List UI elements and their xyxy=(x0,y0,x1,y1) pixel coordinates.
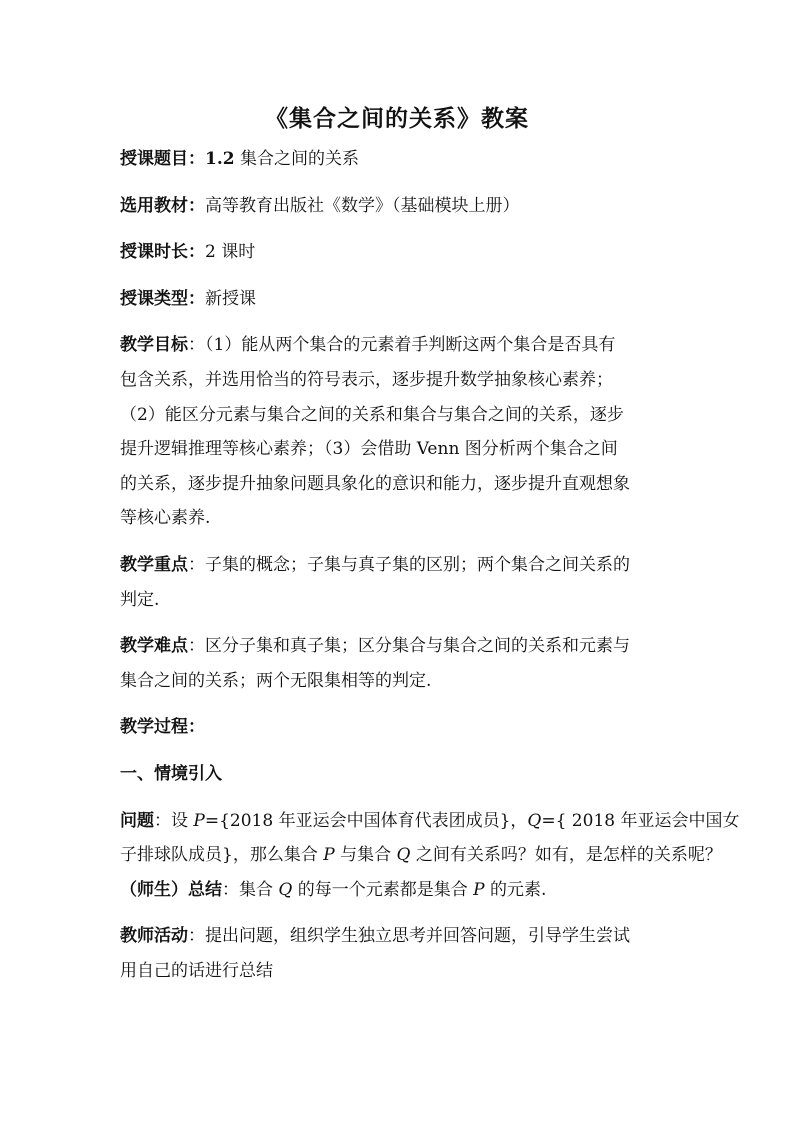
teacher-line: 用自己的话进行总结 xyxy=(120,960,273,981)
keypoints-text: ：子集的概念；子集与真子集的区别；两个集合之间关系的 xyxy=(188,554,630,575)
question-paragraph xyxy=(120,804,740,873)
document-body xyxy=(120,142,740,988)
difficulties-label: 教学难点 xyxy=(120,636,188,657)
subject-label: 授课题目： xyxy=(120,149,205,169)
document-title: 《集合之间的关系》教案 xyxy=(265,105,529,132)
difficulties-line: 集合之间的关系；两个无限集相等的判定. xyxy=(120,670,432,691)
summary-line xyxy=(120,873,680,908)
goals-label: 教学目标 xyxy=(120,335,188,356)
subject-row xyxy=(120,142,680,177)
teacher-paragraph xyxy=(120,919,680,988)
process-label: 教学过程： xyxy=(120,717,205,738)
set-q-symbol: Q xyxy=(396,845,411,866)
goals-line: 提升逻辑推理等核心素养；（3）会借助 Venn 图分析两个集合之间 xyxy=(120,439,618,460)
question-text: 子排球队成员}，那么集合 xyxy=(120,845,324,866)
type-value: 新授课 xyxy=(205,288,256,309)
set-p-symbol: P xyxy=(323,845,335,866)
question-text: ={ 2018 年亚运会中国女 xyxy=(541,810,740,831)
difficulties-line xyxy=(120,629,680,664)
goals-line: （2）能区分元素与集合之间的关系和集合与集合之间的关系，逐步 xyxy=(120,404,624,425)
subject-value: 集合之间的关系 xyxy=(234,149,359,169)
textbook-row xyxy=(120,189,680,224)
goals-line: 的关系，逐步提升抽象问题具象化的意识和能力，逐步提升直观想象 xyxy=(120,473,630,494)
subject-number: 1.2 xyxy=(205,149,235,169)
question-text: ：设 xyxy=(154,810,194,831)
question-text: ={2018 年亚运会中国体育代表团成员}， xyxy=(204,810,528,831)
textbook-value: 高等教育出版社《数学》（基础模块上册） xyxy=(205,195,520,216)
keypoints-paragraph xyxy=(120,548,680,617)
duration-row xyxy=(120,235,680,270)
keypoints-line xyxy=(120,548,680,583)
question-text: 之间有关系吗？如有，是怎样的关系呢？ xyxy=(410,845,722,866)
teacher-line xyxy=(120,919,680,954)
goals-line xyxy=(120,328,680,363)
type-label: 授课类型： xyxy=(120,288,205,309)
process-heading xyxy=(120,710,680,745)
summary-text: ：集合 xyxy=(222,879,279,900)
duration-label: 授课时长： xyxy=(120,242,205,263)
goals-text: ：（1）能从两个集合的元素着手判断这两个集合是否具有 xyxy=(188,335,616,356)
question-text: 与集合 xyxy=(334,845,397,866)
teacher-text: ：提出问题，组织学生独立思考并回答问题，引导学生尝试 xyxy=(188,926,630,947)
set-q-symbol: Q xyxy=(278,879,293,900)
goals-line: 等核心素养. xyxy=(120,508,211,529)
set-p-symbol: P xyxy=(193,810,205,831)
keypoints-label: 教学重点 xyxy=(120,554,188,575)
set-q-symbol: Q xyxy=(527,810,542,831)
question-line xyxy=(120,804,740,839)
difficulties-paragraph xyxy=(120,629,680,698)
summary-text: 的每一个元素都是集合 xyxy=(292,879,474,900)
goals-paragraph xyxy=(120,328,680,536)
section-heading-text: 一、情境引入 xyxy=(120,763,222,784)
duration-value: 2 课时 xyxy=(205,242,256,263)
summary-text: 的元素. xyxy=(484,879,547,900)
textbook-label: 选用教材： xyxy=(120,195,205,216)
teacher-label: 教师活动 xyxy=(120,926,188,947)
question-label: 问题 xyxy=(120,810,154,831)
keypoints-line: 判定. xyxy=(120,589,160,610)
question-line xyxy=(120,838,722,873)
section-heading xyxy=(120,757,680,792)
difficulties-text: ：区分子集和真子集；区分集合与集合之间的关系和元素与 xyxy=(188,636,630,657)
set-p-symbol: P xyxy=(473,879,485,900)
summary-label: （师生）总结 xyxy=(120,879,222,900)
type-row xyxy=(120,282,680,317)
goals-line: 包含关系，并选用恰当的符号表示，逐步提升数学抽象核心素养； xyxy=(120,369,613,390)
